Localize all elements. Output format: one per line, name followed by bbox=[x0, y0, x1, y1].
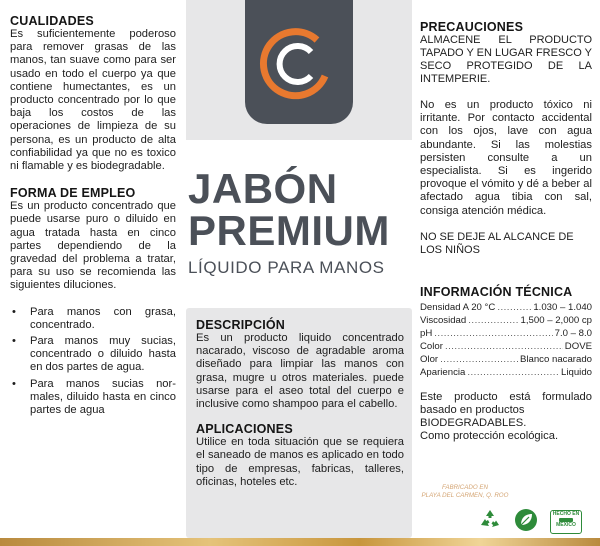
forma-text: Es un producto concentrado que puede usarse puro o diluido en agua tratada hasta en cinco partes dependiendo de la gravedad del problema a tratar, para su uso se recomienda las siguientes diluciones. bbox=[10, 200, 176, 292]
list-item: • Para manos con grasa, concentrado. bbox=[12, 305, 176, 331]
info-tecnica-heading: INFORMACIÓN TÉCNICA bbox=[420, 284, 573, 299]
right-column bbox=[420, 20, 592, 444]
table-row: Viscosidad ..... 1,500 – 2,000 cp bbox=[420, 314, 592, 327]
hecho-en-mexico-icon: HECHO EN MÉXICO bbox=[550, 510, 582, 534]
eco-text: Como protección ecológica. bbox=[420, 430, 559, 443]
aplicaciones-text: Utilice en toda situación que se requiera el saneado de manos es aplicado en todo tipo de empresas, fabricas, talleres, oficinas, hoteles etc. bbox=[196, 436, 404, 488]
product-subtitle: LÍQUIDO PARA MANOS bbox=[188, 258, 385, 277]
bullet-icon: • bbox=[12, 305, 16, 318]
precauciones-caps: ALMACENE EL PRODUCTO TAPADO Y EN LUGAR FRESCO Y SECO PROTEGIDO DE LA INTEMPERIE. bbox=[420, 34, 592, 85]
product-title-line1: JABÓN bbox=[188, 165, 338, 212]
table-row: Olor ..... Blanco nacarado bbox=[420, 353, 592, 366]
table-row: Densidad A 20 °C ..... 1.030 – 1.040 bbox=[420, 301, 592, 314]
precauciones-heading: PRECAUCIONES bbox=[420, 20, 524, 34]
cualidades-heading: CUALIDADES bbox=[10, 14, 94, 28]
bio-caps: BIODEGRADABLES. bbox=[420, 417, 527, 430]
bullet-icon: • bbox=[12, 377, 16, 390]
bullet-icon: • bbox=[12, 335, 16, 348]
list-item: • Para manos sucias nor-males, diluido hasta en cinco partes de agua bbox=[12, 377, 176, 417]
cualidades-text: Es suficientemente poderoso para remover grasas de las manos, tan suave como para ser usado en todo el cuerpo ya que contiene humectantes, es un producto concentrado por lo que baja los costos de las operaciones de limpieza de su persona, es un producto de alta confiabilidad ya que no es toxico ni flamable y es biodegradable. bbox=[10, 28, 176, 173]
aplicaciones-heading: APLICACIONES bbox=[196, 422, 293, 437]
alcance-warning: NO SE DEJE AL ALCANCE DE LOS NIÑOS bbox=[420, 230, 574, 256]
center-info bbox=[196, 318, 404, 489]
bio-text: Este producto está formulado basado en productos bbox=[420, 390, 592, 417]
product-title-line2: PREMIUM bbox=[188, 207, 390, 254]
logo-tab bbox=[245, 0, 353, 124]
bottom-gold-bar bbox=[0, 538, 600, 546]
forma-heading: FORMA DE EMPLEO bbox=[10, 186, 136, 201]
descripcion-heading: DESCRIPCIÓN bbox=[196, 318, 286, 332]
precauciones-text: No es un producto tóxico ni irritante. Por contacto accidental con los ojos, lave con agua abundante. Si las molestias persisten consulte a un especialista. Si es ingerido provoque el vómito y dé a beber al afectado agua tibia con sal, consiga atención médica. bbox=[420, 99, 592, 217]
table-row: pH ..... 7.0 – 8.0 bbox=[420, 327, 592, 340]
left-column bbox=[10, 14, 176, 420]
list-item: • Para manos muy sucias, concentrado o diluido hasta en dos partes de agua. bbox=[12, 335, 176, 374]
specs-table bbox=[420, 301, 592, 379]
leaf-icon bbox=[514, 508, 538, 532]
fabricado-stamp: FABRICADO EN PLAYA DEL CARMEN, Q. ROO bbox=[421, 484, 509, 499]
descripcion-text: Es un producto liquido concentrado nacarado, viscoso de agradable aroma diseñado para limpiar las manos con grasa, mugre u otros materiales. puede usarse para el aseo total del cuerpo e inclusive como shampoo para el cabello. bbox=[196, 332, 404, 411]
dilution-list bbox=[10, 306, 176, 418]
table-row: Color ..... DOVE bbox=[420, 340, 592, 353]
table-row: Apariencia ..... Liquido bbox=[420, 366, 592, 379]
brand-logo-icon bbox=[245, 0, 353, 124]
recycle-icon bbox=[478, 508, 502, 532]
